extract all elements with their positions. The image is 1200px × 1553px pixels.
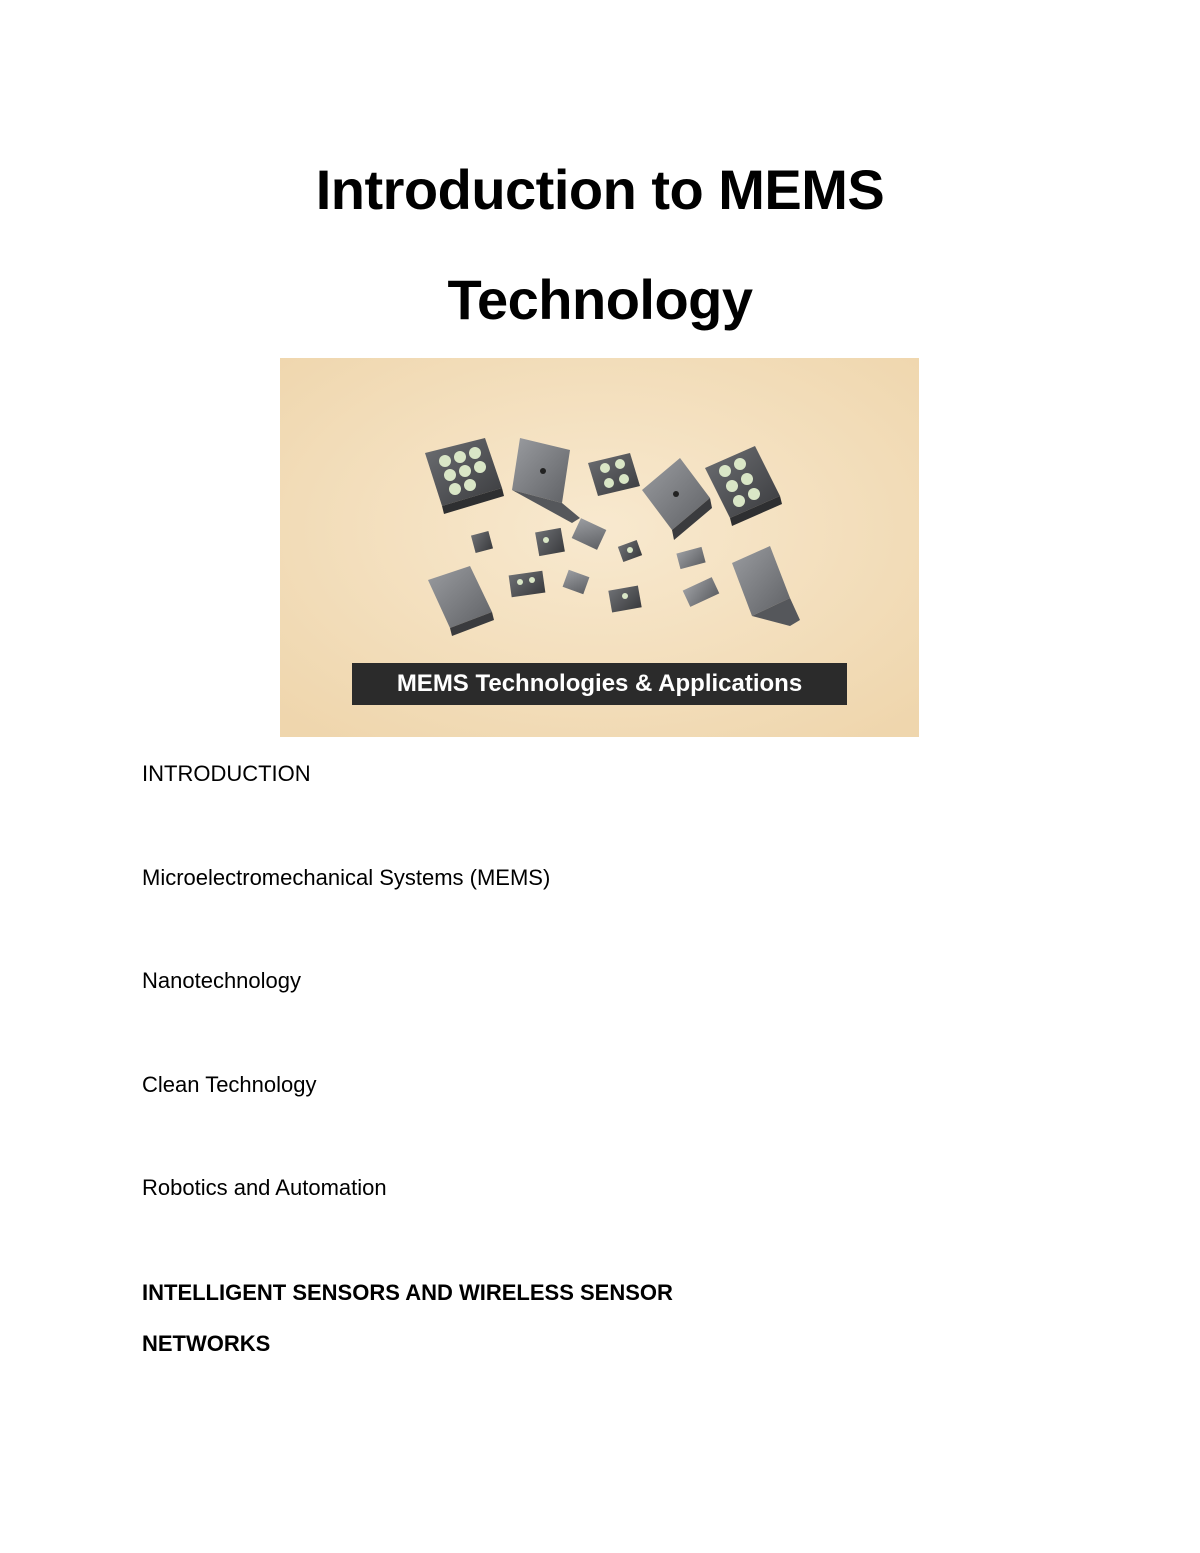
mems-hero-image — [280, 358, 919, 737]
line-introduction: INTRODUCTION — [142, 761, 311, 786]
line-mems: Microelectromechanical Systems (MEMS) — [142, 865, 551, 890]
line-clean-technology: Clean Technology — [142, 1072, 317, 1097]
document-title-line-2: Technology — [447, 268, 753, 331]
document-title-line-1: Introduction to MEMS — [315, 158, 885, 221]
hero-banner-caption: MEMS Technologies & Applications — [352, 663, 847, 705]
line-nanotechnology: Nanotechnology — [142, 968, 302, 993]
line-robotics: Robotics and Automation — [142, 1175, 387, 1200]
section-heading-line-1: INTELLIGENT SENSORS AND WIRELESS SENSOR — [142, 1280, 673, 1305]
section-heading-line-2: NETWORKS — [142, 1331, 271, 1356]
